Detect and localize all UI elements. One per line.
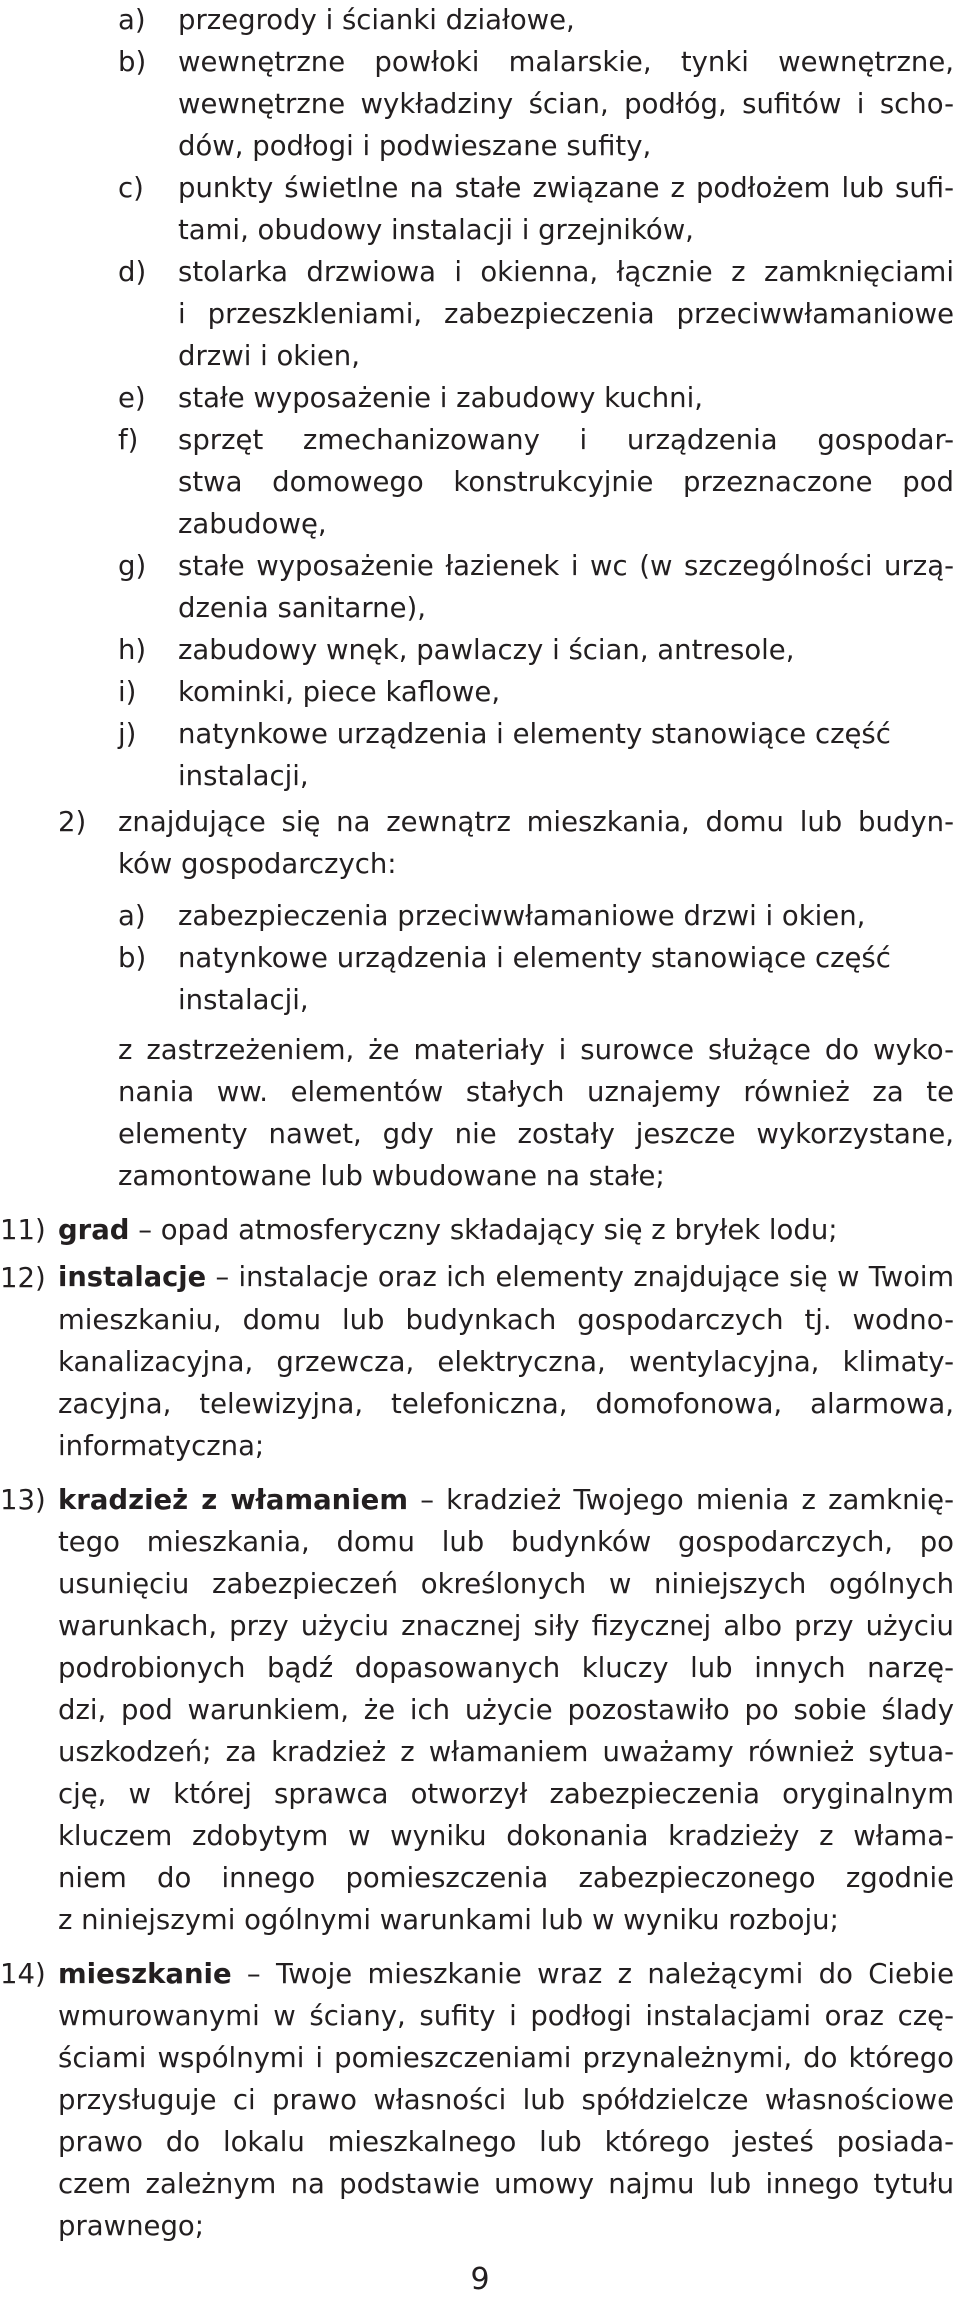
item-text: natynkowe urządzenia i elementy stanowiące część [178,718,891,750]
item-text: drzwi i okien, [178,340,360,372]
list-item-b [0,40,960,84]
item-text: znajdujące się na zewnątrz mieszkania, domu lub budyn- [118,806,954,838]
item-text: stolarka drzwiowa i okienna, łącznie z zamknięciami [178,256,954,288]
list-item-b [0,936,960,980]
definition-text: tego mieszkania, domu lub budynków gospodarczych, po [58,1526,954,1558]
item-text: i przeszkleniami, zabezpieczenia przeciwwłamaniowe [178,298,954,330]
definition-term: instalacje [58,1262,207,1293]
item-marker: 13) [0,1484,46,1516]
definition-continuation [0,1772,960,1816]
definition-text: – opad atmosferyczny składający się z bryłek lodu; [129,1214,838,1246]
item-marker: a) [118,4,146,36]
definition-text: przysługuje ci prawo własności lub spółdzielcze własnościowe [58,2084,954,2116]
definition-text: – kradzież Twojego mienia z zamknię- [407,1484,955,1516]
list-item-continuation [0,82,960,126]
definition-continuation [0,1340,960,1384]
item-text: natynkowe urządzenia i elementy stanowiące część [178,942,891,974]
item-text: stałe wyposażenie i zabudowy kuchni, [178,382,703,414]
list-item-continuation [0,124,960,168]
definition-continuation [0,1562,960,1606]
definition-text: ściami wspólnymi i pomieszczeniami przynależnymi, do którego [58,2042,954,2074]
note-paragraph [0,1112,960,1156]
item-text: zabezpieczenia przeciwwłamaniowe drzwi i okien, [178,900,866,932]
definition-continuation [0,1520,960,1564]
list-item-f [0,418,960,462]
item-marker: i) [118,676,137,708]
item-marker: g) [118,550,147,582]
definition-text: usunięciu zabezpieczeń określonych w niniejszych ogólnych [58,1568,954,1600]
definition-text: dzi, pod warunkiem, że ich użycie pozostawiło po sobie ślady [58,1694,954,1726]
note-text: z zastrzeżeniem, że materiały i surowce służące do wyko- [118,1034,954,1066]
definition-text: prawnego; [58,2210,204,2242]
list-item-c [0,166,960,210]
definition-13 [0,1478,960,1522]
definition-continuation [0,2078,960,2122]
list-item-i [0,670,960,714]
definition-continuation [0,1688,960,1732]
definition-14 [0,1952,960,1996]
list-item-a [0,894,960,938]
list-item-continuation [0,502,960,546]
item-text: dów, podłogi i podwieszane sufity, [178,130,652,162]
definition-text: czem zależnym na podstawie umowy najmu lub innego tytułu [58,2168,954,2200]
item-marker: b) [118,46,147,78]
definition-text: cję, w której sprawca otworzył zabezpieczenia oryginalnym [58,1778,954,1810]
definition-continuation [0,1298,960,1342]
definition-text: prawo do lokalu mieszkalnego lub którego jesteś posiada- [58,2126,954,2158]
item-marker: j) [118,718,137,750]
definition-text: informatyczna; [58,1430,265,1462]
item-marker: f) [118,424,139,456]
definition-continuation [0,1730,960,1774]
definition-text: mieszkaniu, domu lub budynkach gospodarczych tj. wodno- [58,1304,954,1336]
item-text: stwa domowego konstrukcyjnie przeznaczone pod [178,466,954,498]
list-item-continuation [0,586,960,630]
definition-text: wmurowanymi w ściany, sufity i podłogi instalacjami oraz czę- [58,2000,954,2032]
item-marker: b) [118,942,147,974]
note-paragraph [0,1028,960,1072]
list-item-continuation [0,460,960,504]
definition-continuation [0,1604,960,1648]
definition-continuation [0,1646,960,1690]
list-item-d [0,250,960,294]
list-item-continuation [0,208,960,252]
note-text: elementy nawet, gdy nie zostały jeszcze wykorzystane, [118,1118,954,1150]
note-text: zamontowane lub wbudowane na stałe; [118,1160,665,1192]
definition-term: kradzież z włamaniem [58,1484,408,1516]
definition-continuation [0,2120,960,2164]
note-paragraph [0,1070,960,1114]
item-text: zabudowę, [178,508,327,540]
list-item-h [0,628,960,672]
list-item-continuation [0,754,960,798]
definition-continuation [0,1856,960,1900]
list-item-g [0,544,960,588]
list-item-continuation [0,842,960,886]
definition-continuation [0,1994,960,2038]
definition-text: z niniejszymi ogólnymi warunkami lub w wyniku rozboju; [58,1904,839,1936]
list-item-continuation [0,334,960,378]
item-text: stałe wyposażenie łazienek i wc (w szczególności urzą- [178,550,954,582]
definition-text: podrobionych bądź dopasowanych kluczy lub innych narzę- [58,1652,954,1684]
page-number: 9 [470,2262,490,2297]
item-text: tami, obudowy instalacji i grzejników, [178,214,694,246]
item-marker: e) [118,382,146,414]
definition-text: zacyjna, telewizyjna, telefoniczna, domofonowa, alarmowa, [58,1388,954,1420]
definition-continuation [0,1898,960,1942]
item-text: sprzęt zmechanizowany i urządzenia gospodar- [178,424,954,456]
item-marker: a) [118,900,146,932]
definition-term: mieszkanie [58,1958,232,1990]
definition-text: – instalacje oraz ich elementy znajdujące się w Twoim [206,1262,954,1293]
item-marker: c) [118,172,144,204]
list-item-continuation [0,292,960,336]
definition-text: kluczem zdobytym w wyniku dokonania kradzieży z włama- [58,1820,954,1852]
item-marker: 12) [0,1262,46,1294]
item-text: kominki, piece kaflowe, [178,676,501,708]
item-text: punkty świetlne na stałe związane z podłożem lub sufi- [178,172,954,204]
item-marker: d) [118,256,147,288]
note-paragraph [0,1154,960,1198]
definition-text: warunkach, przy użyciu znacznej siły fizycznej albo przy użyciu [58,1610,954,1642]
item-marker: 2) [58,806,87,838]
item-marker: 14) [0,1958,46,1990]
definition-text: kanalizacyjna, grzewcza, elektryczna, wentylacyjna, klimaty- [58,1346,954,1378]
list-item-2 [0,800,960,844]
item-text: wewnętrzne powłoki malarskie, tynki wewnętrzne, [178,46,954,78]
note-text: nania ww. elementów stałych uznajemy również za te [118,1076,954,1108]
list-item-j [0,712,960,756]
definition-text: – Twoje mieszkanie wraz z należącymi do Ciebie [231,1958,954,1990]
list-item-continuation [0,978,960,1022]
definition-continuation [0,1382,960,1426]
definition-term: grad [58,1214,130,1246]
list-item-a [0,0,960,42]
item-text: ków gospodarczych: [118,848,397,880]
definition-continuation [0,1814,960,1858]
item-marker: 11) [0,1214,46,1246]
item-text: wewnętrzne wykładziny ścian, podłóg, sufitów i scho- [178,88,954,120]
definition-text: uszkodzeń; za kradzież z włamaniem uważamy również sytua- [58,1736,954,1768]
item-text: instalacji, [178,984,309,1016]
definition-11 [0,1208,960,1252]
definition-text: niem do innego pomieszczenia zabezpieczonego zgodnie [58,1862,954,1894]
item-text: zabudowy wnęk, pawlaczy i ścian, antresole, [178,634,795,666]
definition-continuation [0,2162,960,2206]
item-text: dzenia sanitarne), [178,592,426,624]
definition-continuation [0,2036,960,2080]
item-text: przegrody i ścianki działowe, [178,4,575,36]
item-marker: h) [118,634,147,666]
definition-12 [0,1256,960,1300]
definition-continuation [0,2204,960,2248]
list-item-e [0,376,960,420]
item-text: instalacji, [178,760,309,792]
definition-continuation [0,1424,960,1468]
